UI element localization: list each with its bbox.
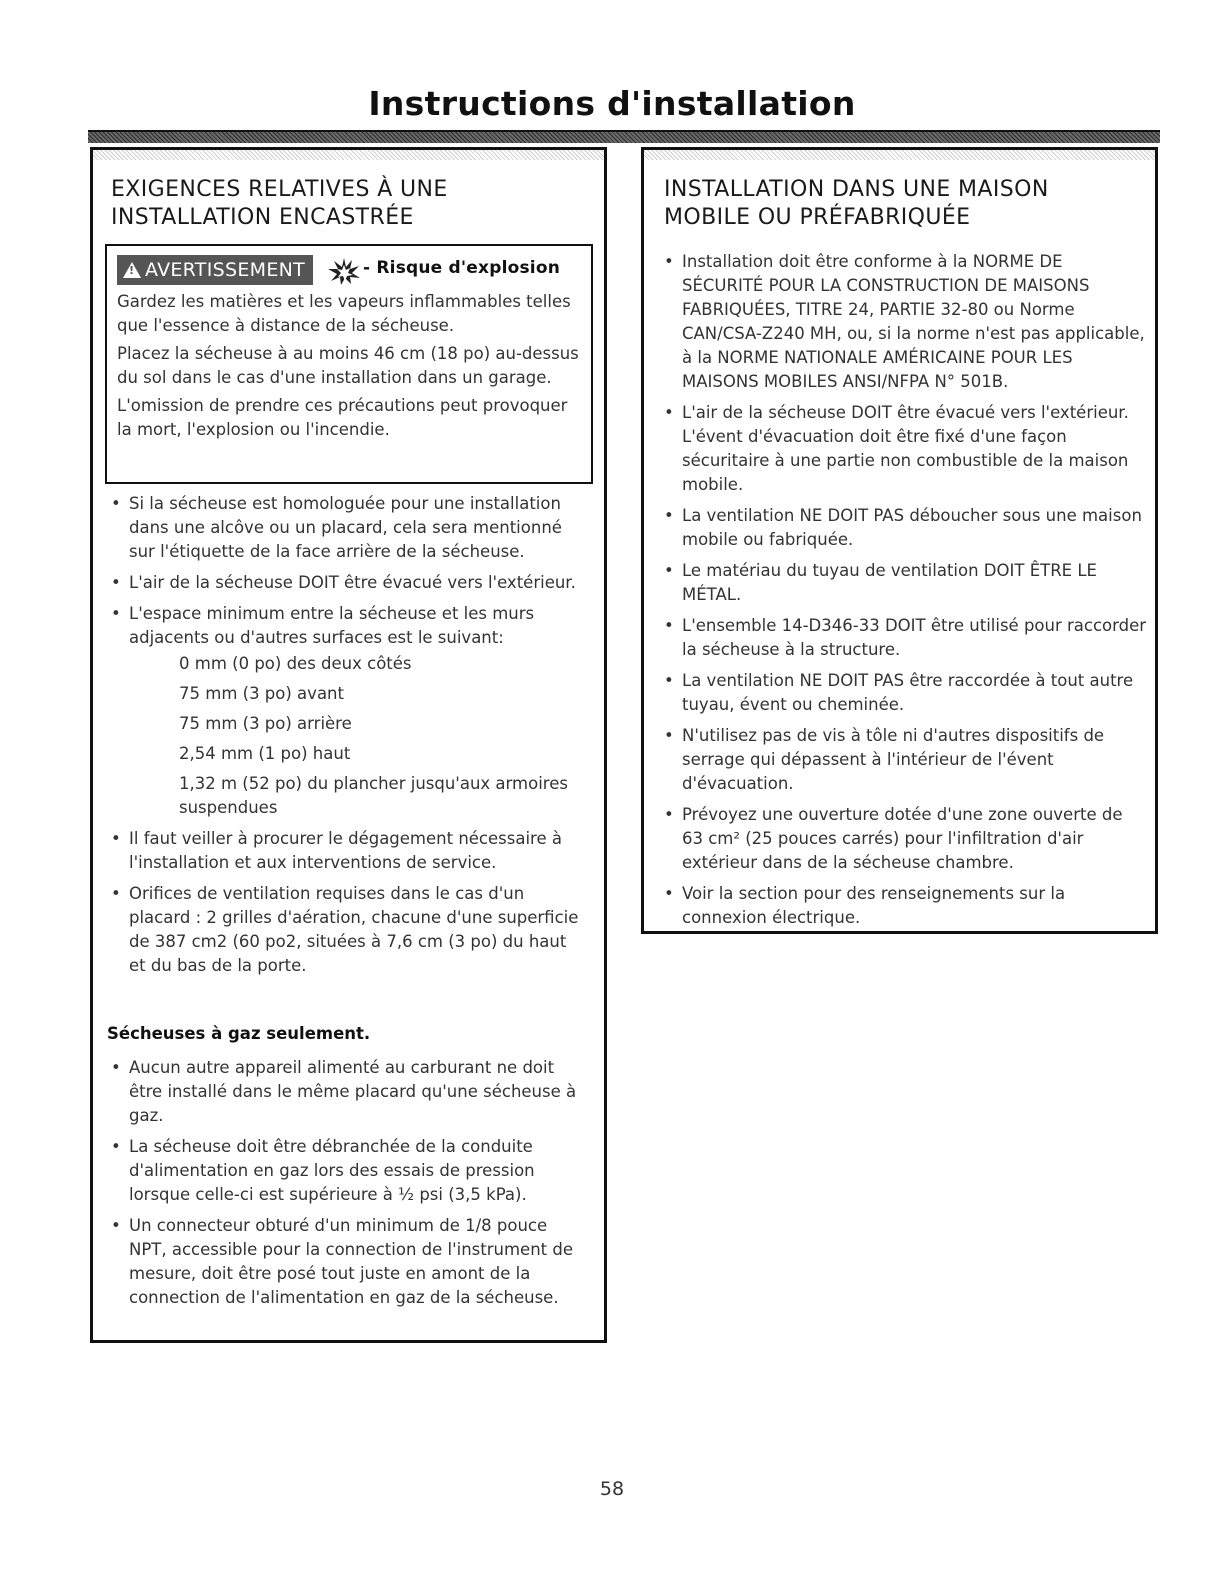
warning-paragraph: L'omission de prendre ces précautions peut provoquer la mort, l'explosion ou l'incendie.	[117, 396, 568, 439]
warning-header	[117, 250, 581, 290]
page-title: Instructions d'installation	[368, 84, 856, 123]
list-item: • Voir la section pour des renseignements sur la connexion électrique.	[660, 882, 1148, 930]
list-item: • L'air de la sécheuse DOIT être évacué vers l'extérieur.	[107, 571, 587, 595]
list-item: • Un connecteur obturé d'un minimum de 1/8 pouce NPT, accessible pour la connection de l'instrument de mesure, doit être posé tout juste en amont de la connection de l'alimentation en gaz de la sécheuse.	[107, 1214, 587, 1310]
warning-paragraph: Gardez les matières et les vapeurs inflammables telles que l'essence à distance de la sécheuse.	[117, 292, 571, 335]
clearance-list	[129, 652, 587, 820]
warning-box	[105, 244, 593, 484]
list-item: • Aucun autre appareil alimenté au carburant ne doit être installé dans le même placard qu'une sécheuse à gaz.	[107, 1056, 587, 1128]
warning-badge	[117, 255, 313, 285]
list-item: • La ventilation NE DOIT PAS déboucher sous une maison mobile ou fabriquée.	[660, 504, 1148, 552]
list-item: • L'ensemble 14-D346-33 DOIT être utilisé pour raccorder la sécheuse à la structure.	[660, 614, 1148, 662]
gas-dryers-heading: Sécheuses à gaz seulement.	[107, 1024, 371, 1043]
built-in-installation-box	[90, 147, 607, 1343]
list-item: • La ventilation NE DOIT PAS être raccordée à tout autre tuyau, évent ou cheminée.	[660, 669, 1148, 717]
warning-risk-label: - Risque d'explosion	[363, 258, 561, 278]
list-item: • Installation doit être conforme à la NORME DE SÉCURITÉ POUR LA CONSTRUCTION DE MAISONS FABRIQUÉES, TITRE 24, PARTIE 32-80 ou Norme CAN/CSA-Z240 MH, ou, si la norme n'est pas applicable, à la NORME NATIONALE AMÉRICAINE POUR LES MAISONS MOBILES ANSI/NFPA N° 501B.	[660, 250, 1148, 394]
clearance-item: 0 mm (0 po) des deux côtés	[179, 654, 412, 673]
list-item: • La sécheuse doit être débranchée de la conduite d'alimentation en gaz lors des essais de pression lorsque celle-ci est supérieure à ½ psi (3,5 kPa).	[107, 1135, 587, 1207]
heading-line-1: EXIGENCES RELATIVES À UNE	[111, 177, 448, 202]
warning-triangle-icon: !	[123, 262, 141, 278]
mobile-home-installation-box	[641, 147, 1158, 934]
clearance-intro: L'espace minimum entre la sécheuse et les murs adjacents ou d'autres surfaces est le suivant:	[129, 604, 535, 647]
list-item: • Il faut veiller à procurer le dégagement nécessaire à l'installation et aux interventions de service.	[107, 827, 587, 875]
list-item: • Prévoyez une ouverture dotée d'une zone ouverte de 63 cm² (25 pouces carrés) pour l'infiltration d'air extérieur dans de la sécheuse chambre.	[660, 803, 1148, 875]
gas-dryers-list	[107, 1056, 587, 1317]
title-rule	[88, 130, 1160, 143]
list-item	[107, 602, 587, 820]
list-item: • Si la sécheuse est homologuée pour une installation dans une alcôve ou un placard, cela sera mentionné sur l'étiquette de la face arrière de la sécheuse.	[107, 492, 587, 564]
clearance-item: 75 mm (3 po) arrière	[179, 714, 352, 733]
warning-badge-label: AVERTISSEMENT	[145, 259, 306, 281]
heading-line-1: INSTALLATION DANS UNE MAISON	[664, 177, 1049, 202]
list-item: • L'air de la sécheuse DOIT être évacué vers l'extérieur. L'évent d'évacuation doit être fixé d'une façon sécuritaire à une partie non combustible de la maison mobile.	[660, 401, 1148, 497]
clearance-item: 1,32 m (52 po) du plancher jusqu'aux armoires suspendues	[179, 774, 568, 817]
page-number: 58	[599, 1478, 625, 1500]
heading-line-2: INSTALLATION ENCASTRÉE	[111, 205, 414, 230]
clearance-item: 75 mm (3 po) avant	[179, 684, 344, 703]
built-in-installation-heading	[111, 176, 448, 232]
mobile-home-requirements-list	[660, 250, 1148, 937]
mobile-home-installation-heading	[664, 176, 1049, 232]
heading-line-2: MOBILE OU PRÉFABRIQUÉE	[664, 205, 971, 230]
built-in-requirements-list	[107, 492, 587, 985]
list-item: • Le matériau du tuyau de ventilation DOIT ÊTRE LE MÉTAL.	[660, 559, 1148, 607]
list-item: • N'utilisez pas de vis à tôle ni d'autres dispositifs de serrage qui dépassent à l'intérieur de l'évent d'évacuation.	[660, 724, 1148, 796]
list-item: • Orifices de ventilation requises dans le cas d'un placard : 2 grilles d'aération, chacune d'une superficie de 387 cm2 (60 po2, situées à 7,6 cm (3 po) du haut et du bas de la porte.	[107, 882, 587, 978]
explosion-icon	[327, 256, 361, 286]
warning-paragraph: Placez la sécheuse à au moins 46 cm (18 po) au-dessus du sol dans le cas d'une installation dans un garage.	[117, 344, 579, 387]
clearance-item: 2,54 mm (1 po) haut	[179, 744, 351, 763]
